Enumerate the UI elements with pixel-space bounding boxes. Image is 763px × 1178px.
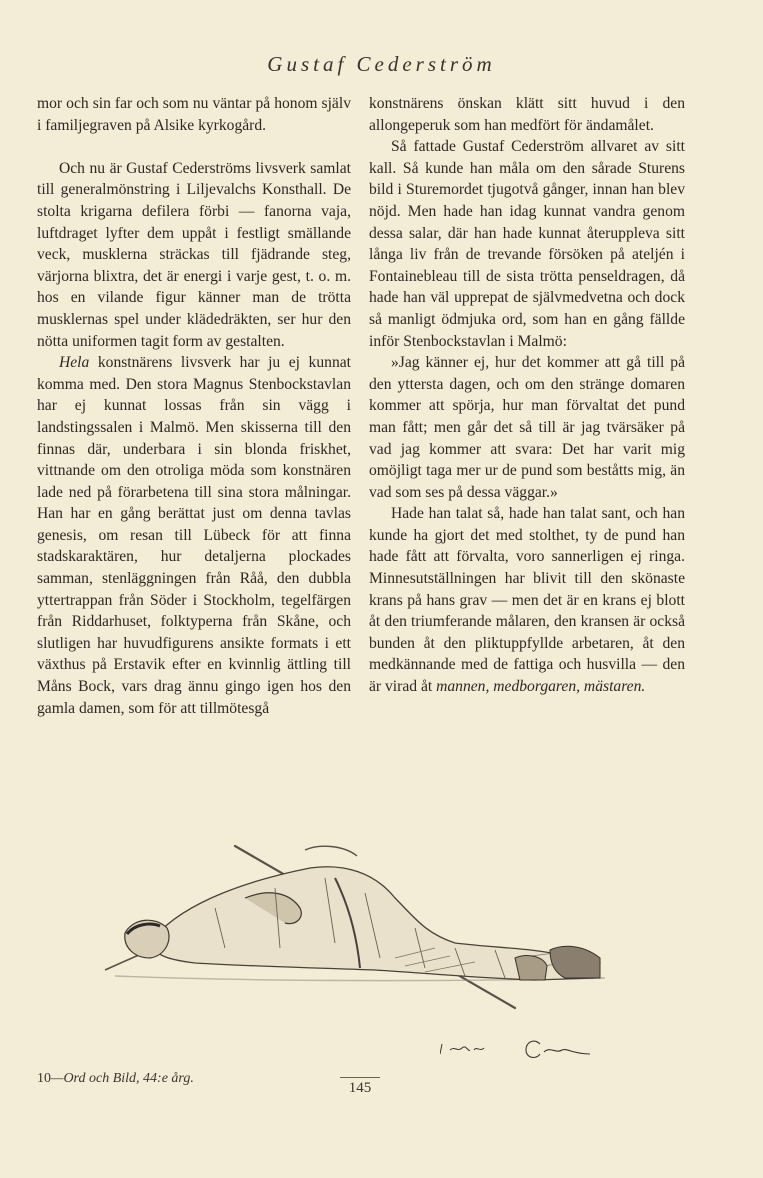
paragraph: Så fattade Gustaf Cederström allvaret av sitt kall. Så kunde han måla om den sårade Sturens bild i Sturemordet tjugotvå gånger, innan han blev nöjd. Men hade han idag kunnat vandra genom dessa salar, där han hade kunnat återuppleva sitt långa liv från de trevande försöken på ateljén i Fontainebleau till de sista trötta penseldragen, då hade han väl upprepat de självmedvetna och dock så manligt ödmjuka ord, som han en gång fällde inför Stenbockstavlan i Malmö: — [369, 138, 685, 350]
paragraph: Och nu är Gustaf Cederströms livsverk samlat till generalmönstring i Liljevalchs Konsthall. De stolta krigarna defilera förbi — fanorna vaja, luftdraget lyfter dem uppåt i festligt smällande veck, musklerna sträckas till fjädrande steg, värjorna blixtra, det är energi i varje gest, t. o. m. hos en vilande figur känner man de trötta musklernas spel under klädedräkten, ser hur den nötta uniformen tagit form av gestalten. — [37, 159, 351, 350]
paragraph: mor och sin far och som nu väntar på honom själv i familjegraven på Alsike kyrkogård. — [37, 95, 351, 134]
paragraph — [369, 503, 685, 697]
page-title: Gustaf Cederström — [267, 52, 496, 76]
right-column — [369, 93, 685, 698]
page-number: 145 — [340, 1077, 380, 1097]
italic-phrase: mannen, medborgaren, mästaren. — [436, 678, 646, 696]
left-column — [37, 93, 351, 719]
italic-word: Hela — [59, 354, 90, 372]
paragraph: konstnärens önskan klätt sitt huvud i den allongeperuk som han medfört för ändamålet. — [369, 95, 685, 134]
footer-publication: —Ord och Bild, 44:e årg. — [51, 1071, 194, 1086]
footer-source — [37, 1071, 194, 1087]
footer-number: 10 — [37, 1071, 51, 1086]
paragraph-text: konstnärens livsverk har ju ej kunnat komma med. Den stora Magnus Stenbockstavlan har ej kunnat lossas från sin vägg i landstingssalen i Malmö. Men skisserna till den finnas där, underbara i sin blonda friskhet, vittnande om den otroliga möda som konstnären lade ned på förarbetena till sina stora målningar. Han har en gång berättat just om denna tavlas genesis, om resan till Lübeck för att finna stadskaraktären, hur detaljerna plockades samman, stenläggningen från Råå, den dubbla yttertrappan från Söder i Stockholm, tegelfärgen från Riddarhuset, folktyperna från Skåne, och slutligen har huvudfigurens ansikte formats i ett växthus på Erstavik efter en kvinnlig ättling till Måns Bock, vars drag ännu gingo igen hos den gamla damen, som för att tillmötesgå — [37, 354, 351, 717]
quote-paragraph: »Jag känner ej, hur det kommer att gå till på den yttersta dagen, och om den stränge domaren kommer att spörja, hur man förvaltat det pund man fått; men går det så till är jag tvärsäker på vad jag kommer att svara: Det har varit mig omöjligt taga mer ur de pund som beståtts mig, än vad som ses på dessa väggar.» — [369, 354, 685, 501]
paragraph-text: Hade han talat så, hade han talat sant, och han kunde ha gjort det med stolthet, ty de pund han hade fått att förvalta, voro sannerligen ej ringa. Minnesutställningen har blivit till den skönaste krans på hans grav — men det är en krans ej blott åt den triumferande målaren, den kransen är också bunden åt den pliktuppfyllde arbetaren, åt den medkännande med de fattiga och husvilla — den är virad åt — [369, 505, 685, 696]
paragraph — [37, 352, 351, 719]
fallen-soldier-sketch — [95, 838, 615, 1018]
